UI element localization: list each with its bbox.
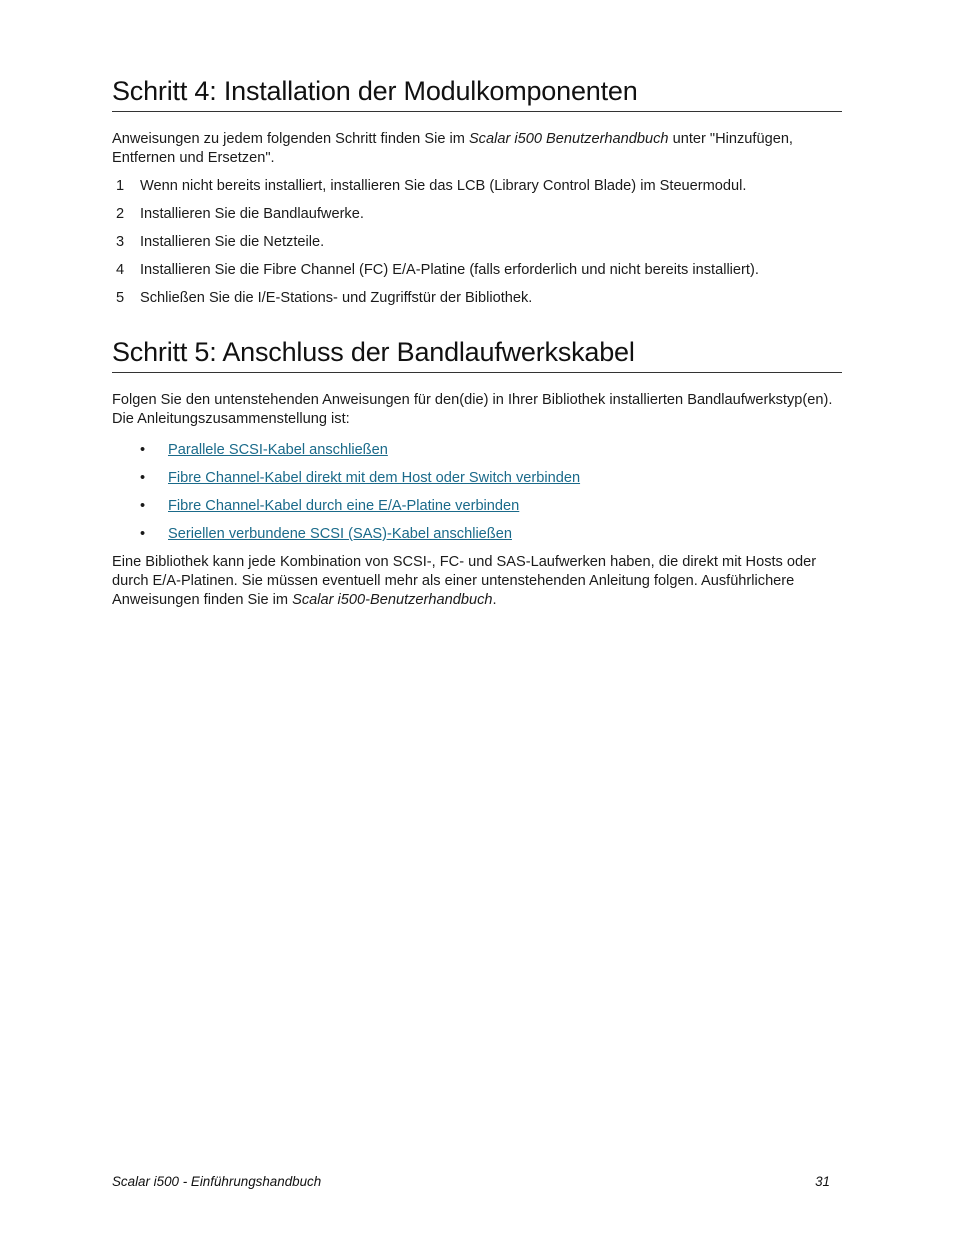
section-5-outro [112, 553, 842, 610]
step-item [112, 205, 842, 233]
section-4-intro-text-b: unter "Hinzufügen, Entfernen und Ersetzen". [112, 131, 793, 166]
section-4-intro-manual-ref: Scalar i500 Benutzerhandbuch [468, 131, 669, 147]
step-number: 2 [116, 206, 125, 222]
step-text: Installieren Sie die Bandlaufwerke. [140, 206, 364, 222]
cable-instructions-links [112, 441, 842, 553]
step-item [112, 289, 842, 317]
step-number: 3 [116, 234, 125, 250]
link-list-item [112, 441, 842, 469]
bullet-icon: • [140, 470, 146, 486]
installation-steps-list [112, 177, 842, 317]
section-4-title: Schritt 4: Installation der Modulkomponenten [112, 75, 842, 112]
page-number: 31 [815, 1174, 830, 1189]
step-item [112, 261, 842, 289]
link-parallel-scsi[interactable]: Parallele SCSI-Kabel anschließen [168, 442, 388, 458]
step-text: Schließen Sie die I/E-Stations- und Zugriffstür der Bibliothek. [140, 290, 533, 306]
link-list-item [112, 469, 842, 497]
step-text: Installieren Sie die Netzteile. [140, 234, 325, 250]
bullet-icon: • [140, 526, 146, 542]
link-fc-io-blade[interactable]: Fibre Channel-Kabel durch eine E/A-Platine verbinden [168, 498, 520, 514]
section-5-outro-text-a: Eine Bibliothek kann jede Kombination von SCSI-, FC- und SAS-Laufwerken haben, die direkt mit Hosts oder durch E/A-Platinen. Sie müssen eventuell mehr als einer untenstehenden Anleitung folgen. Ausführlichere Anweisungen finden Sie im [112, 554, 817, 608]
link-list-item [112, 525, 842, 553]
step-text: Installieren Sie die Fibre Channel (FC) E/A-Platine (falls erforderlich und nicht bereits installiert). [140, 262, 759, 278]
step-item [112, 233, 842, 261]
section-4-intro-text-a: Anweisungen zu jedem folgenden Schritt finden Sie im [112, 131, 469, 147]
step-text: Wenn nicht bereits installiert, installieren Sie das LCB (Library Control Blade) im Steuermodul. [140, 178, 747, 194]
bullet-icon: • [140, 498, 146, 514]
bullet-icon: • [140, 442, 146, 458]
footer-title: Scalar i500 - Einführungshandbuch [112, 1174, 322, 1189]
step-number: 5 [116, 290, 125, 306]
link-list-item [112, 497, 842, 525]
section-5-header [112, 336, 842, 373]
section-4-header [112, 75, 842, 112]
section-5-intro: Folgen Sie den untenstehenden Anweisungen für den(die) in Ihrer Bibliothek installierten Bandlaufwerkstyp(en). Die Anleitungszusammenstellung ist: [112, 392, 833, 427]
section-5-outro-manual-ref: Scalar i500-Benutzerhandbuch [292, 592, 493, 608]
step-number: 1 [116, 178, 125, 194]
section-5-outro-text-b: . [492, 592, 497, 608]
link-fc-direct[interactable]: Fibre Channel-Kabel direkt mit dem Host oder Switch verbinden [168, 470, 581, 486]
section-4-intro [112, 130, 842, 168]
step-item [112, 177, 842, 205]
step-number: 4 [116, 262, 125, 278]
link-sas[interactable]: Seriellen verbundene SCSI (SAS)-Kabel anschließen [168, 526, 512, 542]
section-5-title: Schritt 5: Anschluss der Bandlaufwerkskabel [112, 336, 842, 373]
